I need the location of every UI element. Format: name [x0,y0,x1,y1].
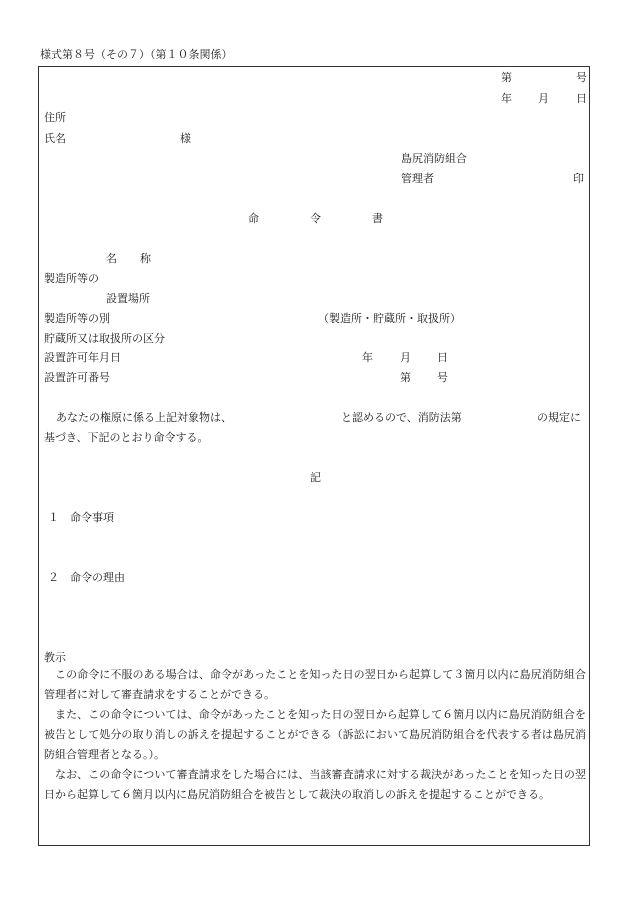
date-nen: 年 [501,92,512,105]
field-kubun-label: 貯蔵所又は取扱所の区分 [44,332,165,345]
field-meisho-2: 称 [140,252,151,265]
body-line2: 基づき、下記のとおり命令する。 [44,431,209,444]
body-line1-part1: あなたの権原に係る上記対象物は、 [56,411,232,424]
kyouji-paragraph-2: また、この命令については、命令があったことを知った日の翌日から起算して６箇月以内に島尻消防組合を被告として処分の取り消しの訴えを提起することができる（訴訟において島尻消防組合を代表する者は島尻消防組合管理者となる。）。 [44,708,586,761]
seal-mark: 印 [573,172,584,185]
field-betsu-label: 製造所等の別 [44,312,110,325]
field-kyoka-no-dai: 第 [400,371,411,384]
kyouji-paragraph-1: この命令に不服のある場合は、命令があったことを知った日の翌日から起算して３箇月以内に島尻消防組合管理者に対して審査請求をすることができる。 [44,668,586,701]
field-kyoka-date-hi: 日 [437,351,448,364]
doc-title-char-1: 命 [248,212,259,225]
honorific-sama: 様 [180,132,191,145]
issuer-title: 管理者 [401,172,434,185]
name-label: 氏名 [44,132,66,145]
item-meirei-riyuu: ２ 命令の理由 [48,571,125,584]
field-kyoka-date-label: 設置許可年月日 [44,351,121,364]
doc-number-dai: 第 [501,71,512,84]
field-kyoka-no-go: 号 [437,371,448,384]
field-kyoka-date-tsuki: 月 [400,351,411,364]
address-label: 住所 [44,111,66,124]
date-tsuki: 月 [538,92,549,105]
doc-number-go: 号 [576,71,587,84]
field-betsu-value: （製造所・貯蔵所・取扱所） [318,312,461,325]
date-hi: 日 [576,92,587,105]
doc-title-char-3: 書 [372,212,383,225]
ki-heading: 記 [310,471,321,484]
kyouji-heading: 教示 [44,651,66,664]
field-kyoka-date-nen: 年 [362,351,373,364]
field-secchi-basho: 設置場所 [106,292,150,305]
body-line1-part2: と認めるので、消防法第 [341,411,462,424]
field-kyoka-no-label: 設置許可番号 [44,371,110,384]
field-seizousho-label: 製造所等の [44,272,99,285]
issuer-org: 島尻消防組合 [401,152,467,165]
body-line1-part3: の規定に [537,411,581,424]
kyouji-paragraph-3: なお、この命令について審査請求をした場合には、当該審査請求に対する裁決があったことを知った日の翌日から起算して６箇月以内に島尻消防組合を被告として裁決の取消しの訴えを提起することができる。 [44,768,586,801]
doc-title-char-2: 令 [310,212,321,225]
form-number: 様式第８号（その７）（第１０条関係） [40,48,233,61]
field-meisho-1: 名 [106,252,117,265]
item-meirei-jikou: １ 命令事項 [48,511,114,524]
